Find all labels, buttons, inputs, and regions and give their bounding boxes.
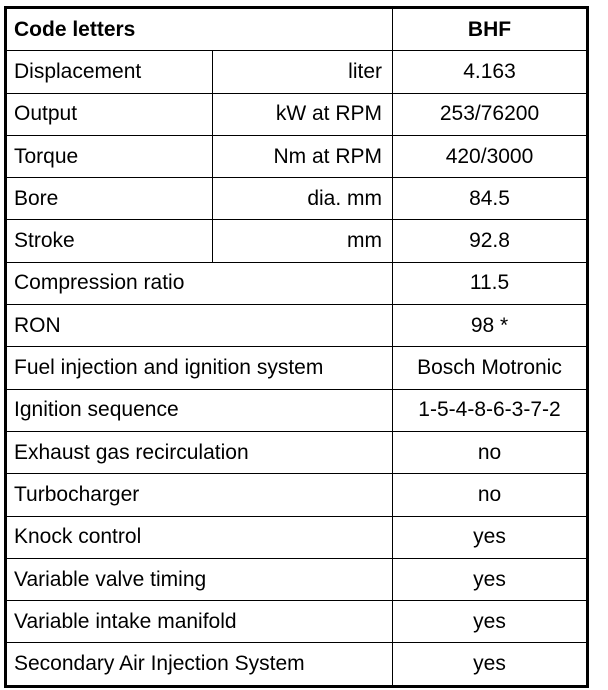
row-label: Variable intake manifold: [6, 601, 393, 643]
row-label: Displacement: [6, 51, 213, 93]
row-value: no: [393, 431, 588, 473]
row-value: 11.5: [393, 262, 588, 304]
row-value: Bosch Motronic: [393, 347, 588, 389]
table-row: [6, 516, 588, 558]
row-label: Turbocharger: [6, 474, 393, 516]
row-label: Bore: [6, 178, 213, 220]
engine-spec-table: [4, 6, 589, 688]
table-row: [6, 220, 588, 262]
code-letters-label: Code letters: [6, 8, 393, 51]
row-label: Variable valve timing: [6, 558, 393, 600]
table-row: [6, 431, 588, 473]
row-label: Torque: [6, 135, 213, 177]
row-value: yes: [393, 558, 588, 600]
row-unit: Nm at RPM: [213, 135, 393, 177]
row-label: Secondary Air Injection System: [6, 643, 393, 686]
row-label: Output: [6, 93, 213, 135]
row-unit: kW at RPM: [213, 93, 393, 135]
table-row: [6, 389, 588, 431]
spec-table-body: [6, 8, 588, 687]
table-row: [6, 347, 588, 389]
table-row: [6, 262, 588, 304]
table-row: [6, 601, 588, 643]
row-value: no: [393, 474, 588, 516]
row-value: 1-5-4-8-6-3-7-2: [393, 389, 588, 431]
row-unit: dia. mm: [213, 178, 393, 220]
row-label: Fuel injection and ignition system: [6, 347, 393, 389]
table-row: [6, 558, 588, 600]
row-value: 92.8: [393, 220, 588, 262]
row-label: Ignition sequence: [6, 389, 393, 431]
row-label: Compression ratio: [6, 262, 393, 304]
row-label: Knock control: [6, 516, 393, 558]
row-value: yes: [393, 601, 588, 643]
row-label: Stroke: [6, 220, 213, 262]
row-value: 84.5: [393, 178, 588, 220]
row-unit: mm: [213, 220, 393, 262]
table-row: [6, 135, 588, 177]
table-header-row: [6, 8, 588, 51]
row-value: 253/76200: [393, 93, 588, 135]
row-value: 98 *: [393, 305, 588, 347]
code-letters-value: BHF: [393, 8, 588, 51]
row-value: yes: [393, 643, 588, 686]
row-value: 4.163: [393, 51, 588, 93]
row-unit: liter: [213, 51, 393, 93]
table-row: [6, 93, 588, 135]
table-row: [6, 305, 588, 347]
table-row: [6, 178, 588, 220]
table-row: [6, 474, 588, 516]
row-label: RON: [6, 305, 393, 347]
row-value: 420/3000: [393, 135, 588, 177]
row-value: yes: [393, 516, 588, 558]
table-row: [6, 643, 588, 686]
table-row: [6, 51, 588, 93]
row-label: Exhaust gas recirculation: [6, 431, 393, 473]
